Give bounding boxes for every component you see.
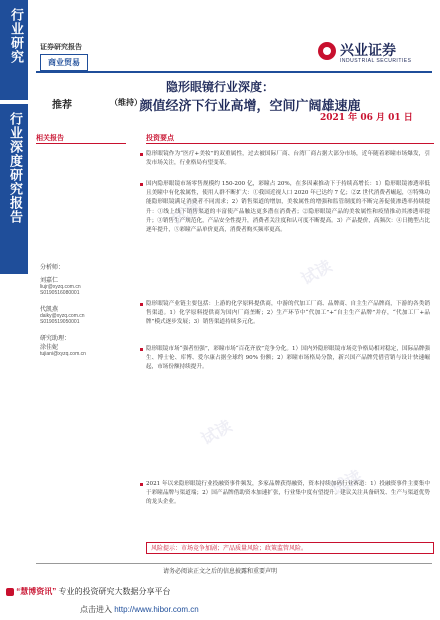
report-date: 2021 年 06 月 01 日 (320, 113, 413, 123)
disclosure-notice: 请务必阅读正文之后的信息披露和重要声明 (162, 568, 277, 575)
side-tab-top-text: 行业研究 (8, 8, 23, 64)
analyst2-cert: S0190519050001 (40, 319, 80, 325)
bullet-icon (140, 483, 143, 486)
paragraph-2: 国内隐形眼镜市场零售规模约 150-200 亿，彩瞳占 20%，在多因素推动下于持续高增长：1）隐形眼镜渗透率低且美瞳中有化妆属性，使用人群不断扩大：①我国近视人口 2020 年已达约 7 亿；②Z 世代消费者崛起，③特殊功能隐形眼镜满足消费者不同需求；2）销售渠道的增加，美妆属性的增强和监管制度的不断完善促使渗透率持续提升：①线上线下销售渠道的丰富使产品触达更多潜在消费者；②隐形眼镜产品的美妆属性和疫情推动其渗透率提升；③销售生产规范化，产品安全性提升，消费者关注度和认可度不断提高。3）产品提价，高频次：④日抛型占比逐年提升，⑤彩瞳产品单价更高，消费者购买频率更高。 (146, 180, 430, 235)
watermark: 试读 (197, 416, 236, 449)
report-type-label: 证券研究报告 (40, 42, 82, 51)
investment-points-heading: 投资要点 (146, 133, 174, 142)
bullet-icon (140, 153, 143, 156)
paragraph-4: 隐形眼镜市场“强者恒强”，彩瞳市场“百花齐放”竞争分化。1）国内外隐形眼镜市场竞争格局相对稳定，国际品牌强生、博士伦、库博、爱尔康占据全球约 90% 份额；2）彩瞳市场格局分散，新兴国产品牌凭借营销与设计快速崛起，市场份额持续提升。 (146, 345, 430, 373)
analyst2-name: 代凯燕 (40, 306, 59, 313)
related-reports-divider (36, 143, 126, 144)
analyst1-email[interactable]: liujr@xyzq.com.cn (40, 284, 81, 290)
bullet-icon (140, 183, 143, 186)
investment-points-divider (146, 143, 434, 144)
paragraph-1: 隐形眼镜作为“医疗+美妆”的双重属性，过去被国际厂商、台湾厂商占据大部分市场，近年随着彩瞳市场爆发，引发市场关注，行业格局有望变革。 (146, 150, 430, 168)
footer-brand-line (6, 586, 170, 597)
footer-tagline: 专业的投资研究大数据分享平台 (58, 587, 171, 596)
company-logo (318, 40, 430, 70)
side-tab-mid-text: 行业深度研究报告 (7, 112, 22, 224)
logo-text-en: INDUSTRIAL SECURITIES (340, 58, 412, 64)
footer-brand: “慧博资讯” (16, 587, 57, 596)
header-divider (36, 71, 432, 73)
footer-link-label: 点击进入 (80, 605, 112, 614)
analyst1-cert: S0190516080001 (40, 290, 80, 296)
report-title-line1: 隐形眼镜行业深度： (165, 80, 274, 94)
report-title-line2: 颜值经济下行业高增，空间广阔雄速鹿 (139, 99, 361, 114)
watermark: 试读 (297, 256, 336, 289)
related-reports-heading: 相关报告 (36, 133, 64, 142)
bullet-icon (140, 348, 143, 351)
footer-link-line (80, 604, 199, 615)
logo-text-cn: 兴业证券 (340, 43, 396, 59)
assistant-name: 涂佳妮 (40, 344, 59, 351)
footer-url-link[interactable]: http://www.hibor.com.cn (114, 605, 199, 614)
risk-warning-box: 风险提示：市场竞争加剧；产品质量风险；政策监管风险。 (146, 542, 434, 554)
paragraph-5: 2021 年以来隐形眼镜行业投融资事件频发，多家品牌获得融资，资本持续加码行业赛道：1）投融资事件主要集中于彩瞳品牌与渠道端；2）国产品牌借助资本加速扩张，行业集中度有望提升。建议关注具备研发、生产与渠道优势的龙头企业。 (146, 480, 430, 508)
assistant-email[interactable]: tujiani@xyzq.com.cn (40, 351, 86, 357)
bullet-icon (140, 303, 143, 306)
rating-sub-label: （维持） (110, 97, 142, 107)
logo-mark-icon (318, 42, 336, 60)
watermark: 试读 (327, 466, 366, 499)
analyst1-name: 刘嘉仁 (40, 277, 59, 284)
notice-divider (36, 563, 432, 564)
side-tab-report-type (0, 104, 28, 274)
hibor-logo-icon (6, 588, 14, 596)
analyst-block (40, 262, 140, 357)
analyst-title: 分析师： (40, 264, 65, 271)
sector-badge: 商业贸易 (40, 54, 88, 71)
rating-label: 推荐 (52, 100, 72, 111)
paragraph-3: 隐形眼镜产业链主要包括：上游的化学原料提供商，中游的代加工厂商、品牌商、自主生产品牌商，下游的各类销售渠道。1）化学原料提供商为国内厂商垄断；2）生产环节中“代加工”+“自主生产品牌”并存，“代加工厂+品牌”模式逐步发展；3）销售渠道持续多元化。 (146, 300, 430, 328)
watermark: 试读 (167, 196, 206, 229)
assistant-title: 研究助理： (40, 335, 71, 342)
analyst2-email[interactable]: daiky@xyzq.com.cn (40, 313, 85, 319)
